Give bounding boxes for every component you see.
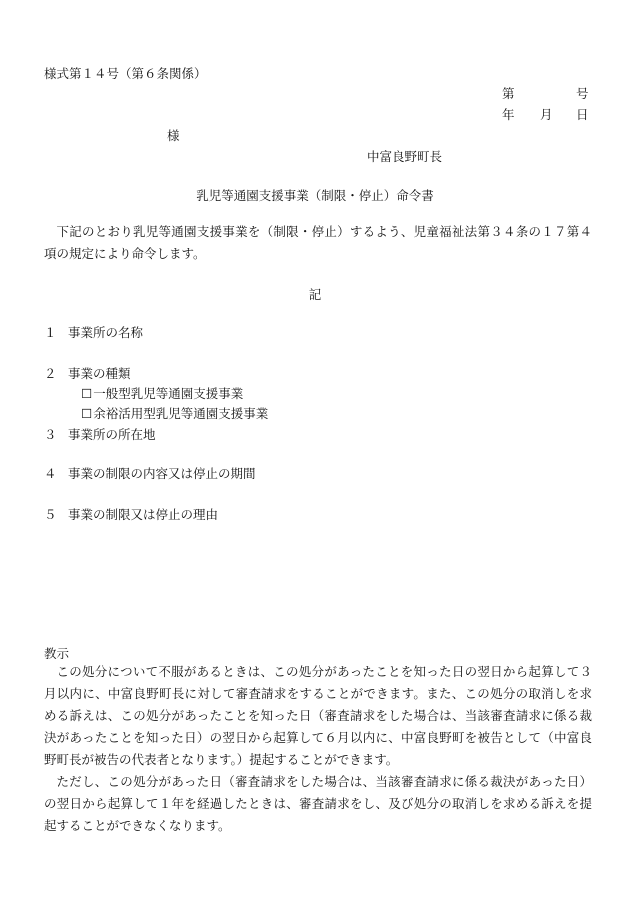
addressee-suffix: 様 (167, 128, 180, 143)
notice-paragraph-2: ただし、この処分があった日（審査請求をした場合は、当該審査請求に係る裁決があった日）の翌日から起算して１年を経過したときは、審査請求をし、及び処分の取消しを求める訴えを提起することができなくなります。 (44, 774, 592, 833)
item-number-5: ５ (44, 507, 57, 522)
item-number-2: ２ (44, 366, 57, 381)
item-label-reason: 事業の制限又は停止の理由 (68, 507, 219, 522)
item-number-1: １ (44, 325, 57, 340)
checkbox-icon: ☐ (81, 386, 93, 401)
date-day: 日 (576, 107, 589, 122)
item-label-business-type: 事業の種類 (68, 366, 131, 381)
body-text (44, 221, 592, 265)
item-label-restriction: 事業の制限の内容又は停止の期間 (68, 466, 256, 481)
document-title: 乳児等通園支援事業（制限・停止）命令書 (196, 188, 434, 203)
checkbox-icon: ☐ (81, 406, 93, 421)
notice-paragraph-1: この処分について不服があるときは、この処分があったことを知った日の翌日から起算して３月以内に、中富良野町長に対して審査請求をすることができます。また、この処分の取消しを求める訴えは、この処分があったことを知った日（審査請求をした場合は、当該審査請求に係る裁決があったことを知った日）の翌日から起算して６月以内に、中富良野町を被告として（中富良野町長が被告の代表者となります。）提起することができます。 (44, 664, 592, 767)
item-number-3: ３ (44, 427, 57, 442)
business-type-surplus (81, 408, 268, 421)
item-label-business-name: 事業所の名称 (68, 325, 144, 340)
item-label-address: 事業所の所在地 (68, 427, 156, 442)
item-number-4: ４ (44, 466, 57, 481)
document-number-prefix: 第 (502, 86, 515, 101)
body-paragraph: 下記のとおり乳児等通園支援事業を（制限・停止）するよう、児童福祉法第３４条の１７第４項の規定により命令します。 (44, 224, 592, 261)
business-type-general (81, 388, 243, 401)
issuer: 中富良野町長 (367, 149, 443, 164)
business-type-label: 余裕活用型乳児等通園支援事業 (93, 406, 269, 421)
date-year: 年 (502, 107, 515, 122)
ki-heading: 記 (308, 287, 322, 302)
form-number: 様式第１４号（第６条関係） (44, 66, 207, 81)
notice-text (44, 661, 592, 837)
notice-heading: 教示 (44, 646, 70, 661)
business-type-label: 一般型乳児等通園支援事業 (93, 386, 244, 401)
document-number-suffix: 号 (576, 86, 589, 101)
date-month: 月 (540, 107, 553, 122)
